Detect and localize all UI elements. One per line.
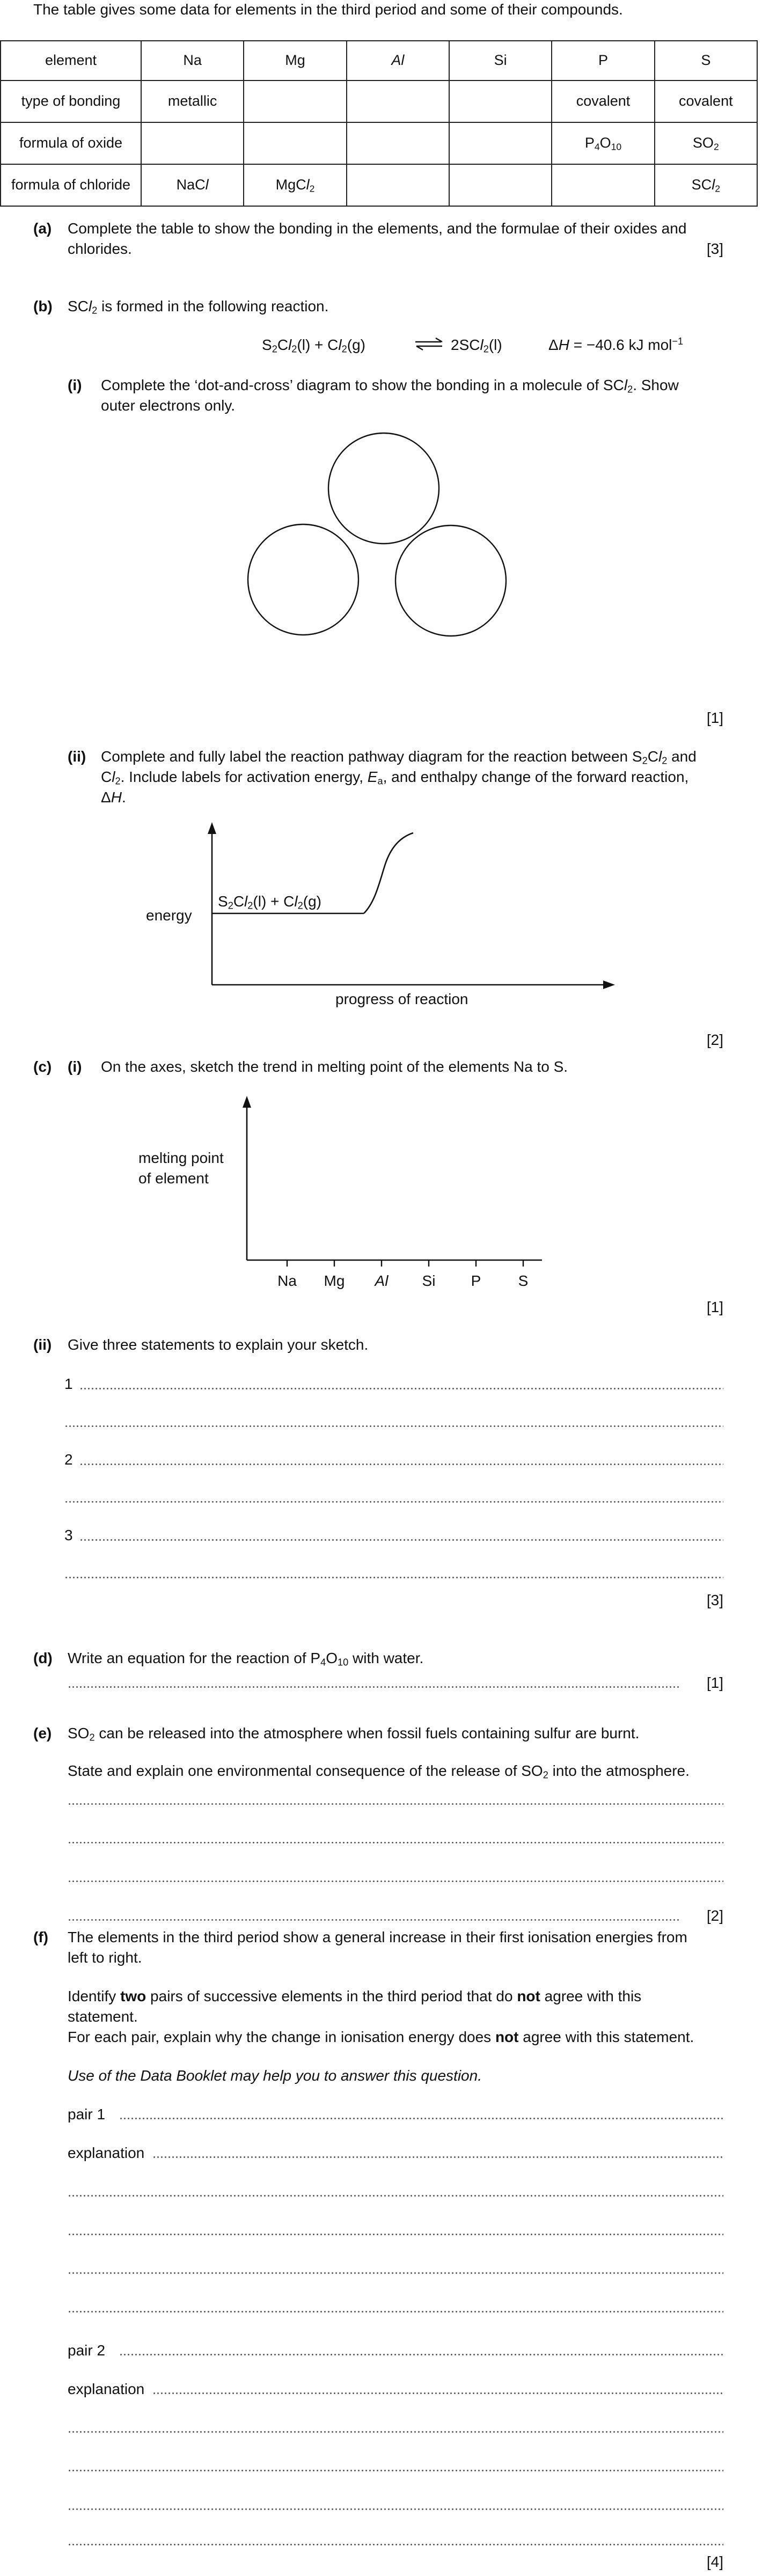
dot-and-cross-diagram[interactable]	[215, 429, 547, 655]
question-a-line2: chlorides.	[68, 240, 132, 257]
question-d-text: Write an equation for the reaction of $P_4O_{10}$ with water.	[68, 1650, 424, 1668]
explanation-2-label: explanation	[68, 2381, 145, 2397]
reaction-equation-lhs: $S_2Cl_2(l) + Cl_2(g)$	[262, 336, 365, 355]
table-cell	[655, 164, 757, 206]
question-d-label: (d)	[33, 1650, 53, 1666]
question-bii-line2: $Cl_2$. Include labels for activation energy, $E_a$, and enthalpy change of the forward reaction,	[101, 769, 689, 787]
row-label: formula of chloride	[1, 164, 141, 206]
question-bii-label: (ii)	[68, 748, 86, 765]
answer-line[interactable]	[64, 1501, 723, 1503]
intro-text: The table gives some data for elements in the third period and some of their compounds.	[33, 1, 623, 18]
table-cell: metallic	[141, 80, 244, 122]
question-bii-line3: ΔH.	[101, 789, 126, 806]
question-f-marks: [4]	[706, 2553, 723, 2570]
statement-number: 2	[64, 1451, 73, 1468]
question-f-line3: Identify two pairs of successive elements in the third period that do not agree with this	[68, 1988, 642, 2004]
question-a-marks: [3]	[706, 240, 723, 257]
table-cell[interactable]	[347, 164, 449, 206]
answer-line[interactable]	[68, 2195, 723, 2197]
question-d-marks: [1]	[706, 1674, 723, 1691]
period-three-table	[0, 40, 758, 207]
answer-line[interactable]	[152, 2392, 723, 2394]
answer-line[interactable]	[152, 2156, 723, 2158]
row-label: type of bonding	[1, 80, 141, 122]
header-cell: Al	[347, 41, 449, 80]
header-cell: P	[552, 41, 654, 80]
table-cell[interactable]	[552, 164, 654, 206]
x-tick-label: Mg	[324, 1272, 345, 1289]
answer-line[interactable]	[68, 2431, 723, 2433]
answer-line[interactable]	[68, 1919, 679, 1921]
table-row	[1, 164, 757, 206]
data-booklet-note: Use of the Data Booklet may help you to answer this question.	[68, 2067, 482, 2084]
y-axis-arrow-icon	[208, 822, 216, 834]
answer-line[interactable]	[68, 1880, 723, 1882]
formula-scl2: SCl$_2$	[691, 177, 720, 194]
question-b-stem: SCl$_2$ is formed in the following reaction.	[68, 298, 329, 316]
answer-line[interactable]	[79, 1388, 723, 1389]
answer-line[interactable]	[68, 2272, 723, 2274]
table-cell[interactable]	[347, 122, 449, 164]
question-cii-marks: [3]	[706, 1592, 723, 1608]
question-ci-label: (i)	[68, 1058, 82, 1075]
answer-line[interactable]	[64, 1577, 723, 1578]
central-atom-circle[interactable]	[328, 433, 439, 544]
question-e-label: (e)	[33, 1725, 52, 1741]
answer-line[interactable]	[68, 2311, 723, 2312]
pathway-y-label: energy	[146, 907, 192, 924]
question-cii-text: Give three statements to explain your sketch.	[68, 1336, 369, 1353]
answer-line[interactable]	[68, 2234, 723, 2235]
table-row	[1, 122, 757, 164]
table-cell[interactable]	[449, 80, 552, 122]
question-bi-line1: Complete the ‘dot-and-cross’ diagram to show the bonding in a molecule of SCl$_2$. Show	[101, 377, 679, 395]
question-a-line1: Complete the table to show the bonding in the elements, and the formulae of their oxides and	[68, 220, 687, 237]
table-cell[interactable]	[244, 80, 346, 122]
question-e-text2: State and explain one environmental consequence of the release of $SO_2$ into the atmosphere.	[68, 1762, 690, 1781]
question-f-line4: statement.	[68, 2008, 138, 2025]
table-cell[interactable]	[244, 122, 346, 164]
table-cell[interactable]	[449, 164, 552, 206]
mp-y-axis-arrow-icon	[243, 1096, 251, 1108]
left-atom-circle[interactable]	[248, 524, 358, 635]
header-cell: Na	[141, 41, 244, 80]
x-tick-label: Na	[277, 1272, 297, 1289]
table-cell[interactable]	[347, 80, 449, 122]
x-tick-label: S	[518, 1272, 529, 1289]
table-cell	[244, 164, 346, 206]
header-cell: element	[1, 41, 141, 80]
answer-line[interactable]	[68, 1686, 679, 1688]
question-f-line1: The elements in the third period show a general increase in their first ionisation energies from	[68, 1929, 687, 1945]
answer-line[interactable]	[119, 2354, 723, 2355]
x-tick-label: Al	[375, 1272, 389, 1289]
table-row	[1, 80, 757, 122]
table-cell[interactable]	[141, 122, 244, 164]
x-axis-arrow-icon	[603, 980, 615, 989]
question-a-label: (a)	[33, 220, 52, 237]
statement-number: 1	[64, 1375, 73, 1392]
answer-line[interactable]	[79, 1463, 723, 1465]
x-tick-label: P	[471, 1272, 481, 1289]
question-f-label: (f)	[33, 1929, 48, 1945]
pair-2-label: pair 2	[68, 2342, 106, 2359]
question-bi-label: (i)	[68, 377, 82, 393]
pair-1-label: pair 1	[68, 2106, 106, 2123]
answer-line[interactable]	[119, 2118, 723, 2119]
question-e-text1: $SO_2$ can be released into the atmosphere when fossil fuels containing sulfur are burnt.	[68, 1725, 640, 1743]
question-bii-marks: [2]	[706, 1031, 723, 1048]
question-b-label: (b)	[33, 298, 53, 314]
table-cell: covalent	[552, 80, 654, 122]
reaction-pathway-diagram[interactable]	[0, 821, 644, 1020]
question-ci-text: On the axes, sketch the trend in melting point of the elements Na to S.	[101, 1058, 568, 1075]
reaction-enthalpy: ΔH = −40.6 kJ mol$^{-1}$	[548, 336, 684, 353]
energy-profile-curve	[364, 833, 413, 913]
mp-y-label-line1: melting point	[138, 1150, 224, 1166]
question-e-marks: [2]	[706, 1907, 723, 1924]
answer-line[interactable]	[79, 1539, 723, 1541]
answer-line[interactable]	[68, 2544, 723, 2545]
answer-line[interactable]	[68, 1842, 723, 1843]
table-cell	[655, 122, 757, 164]
answer-line[interactable]	[68, 2508, 723, 2510]
question-f-line5: For each pair, explain why the change in ionisation energy does not agree with this statement.	[68, 2029, 694, 2045]
table-cell	[141, 164, 244, 206]
pathway-reactants-label: $S_2Cl_2(l) + Cl_2(g)$	[218, 893, 321, 911]
melting-point-axes[interactable]	[0, 1095, 590, 1288]
question-c-label: (c)	[33, 1058, 52, 1075]
table-cell	[552, 122, 654, 164]
header-cell: S	[655, 41, 757, 80]
question-ci-marks: [1]	[706, 1299, 723, 1315]
statement-number: 3	[64, 1527, 73, 1543]
formula-so2: $SO_2$	[692, 135, 719, 152]
question-f-line2: left to right.	[68, 1949, 142, 1966]
formula-mgcl2: MgCl$_2$	[275, 177, 315, 194]
question-cii-label: (ii)	[33, 1336, 52, 1353]
table-cell: covalent	[655, 80, 757, 122]
equilibrium-arrows-icon	[413, 337, 445, 352]
question-bii-line1: Complete and fully label the reaction pathway diagram for the reaction between $S_2Cl_2$ and	[101, 748, 697, 766]
row-label: formula of oxide	[1, 122, 141, 164]
mp-y-label-line2: of element	[138, 1170, 209, 1187]
question-bi-line2: outer electrons only.	[101, 397, 236, 414]
header-cell: Si	[449, 41, 552, 80]
formula-p4o10: $P_4O_{10}$	[584, 135, 622, 152]
answer-line[interactable]	[68, 1803, 723, 1805]
right-atom-circle[interactable]	[395, 525, 506, 636]
answer-line[interactable]	[68, 2470, 723, 2471]
question-bi-marks: [1]	[706, 709, 723, 726]
header-cell: Mg	[244, 41, 346, 80]
pathway-x-label: progress of reaction	[335, 991, 468, 1007]
table-header-row	[1, 41, 757, 80]
table-cell[interactable]	[449, 122, 552, 164]
reaction-equation-rhs: 2SCl$_2$(l)	[451, 336, 502, 355]
formula-nacl: NaCl	[176, 177, 209, 193]
explanation-1-label: explanation	[68, 2145, 145, 2161]
answer-line[interactable]	[64, 1425, 723, 1427]
x-tick-label: Si	[422, 1272, 436, 1289]
